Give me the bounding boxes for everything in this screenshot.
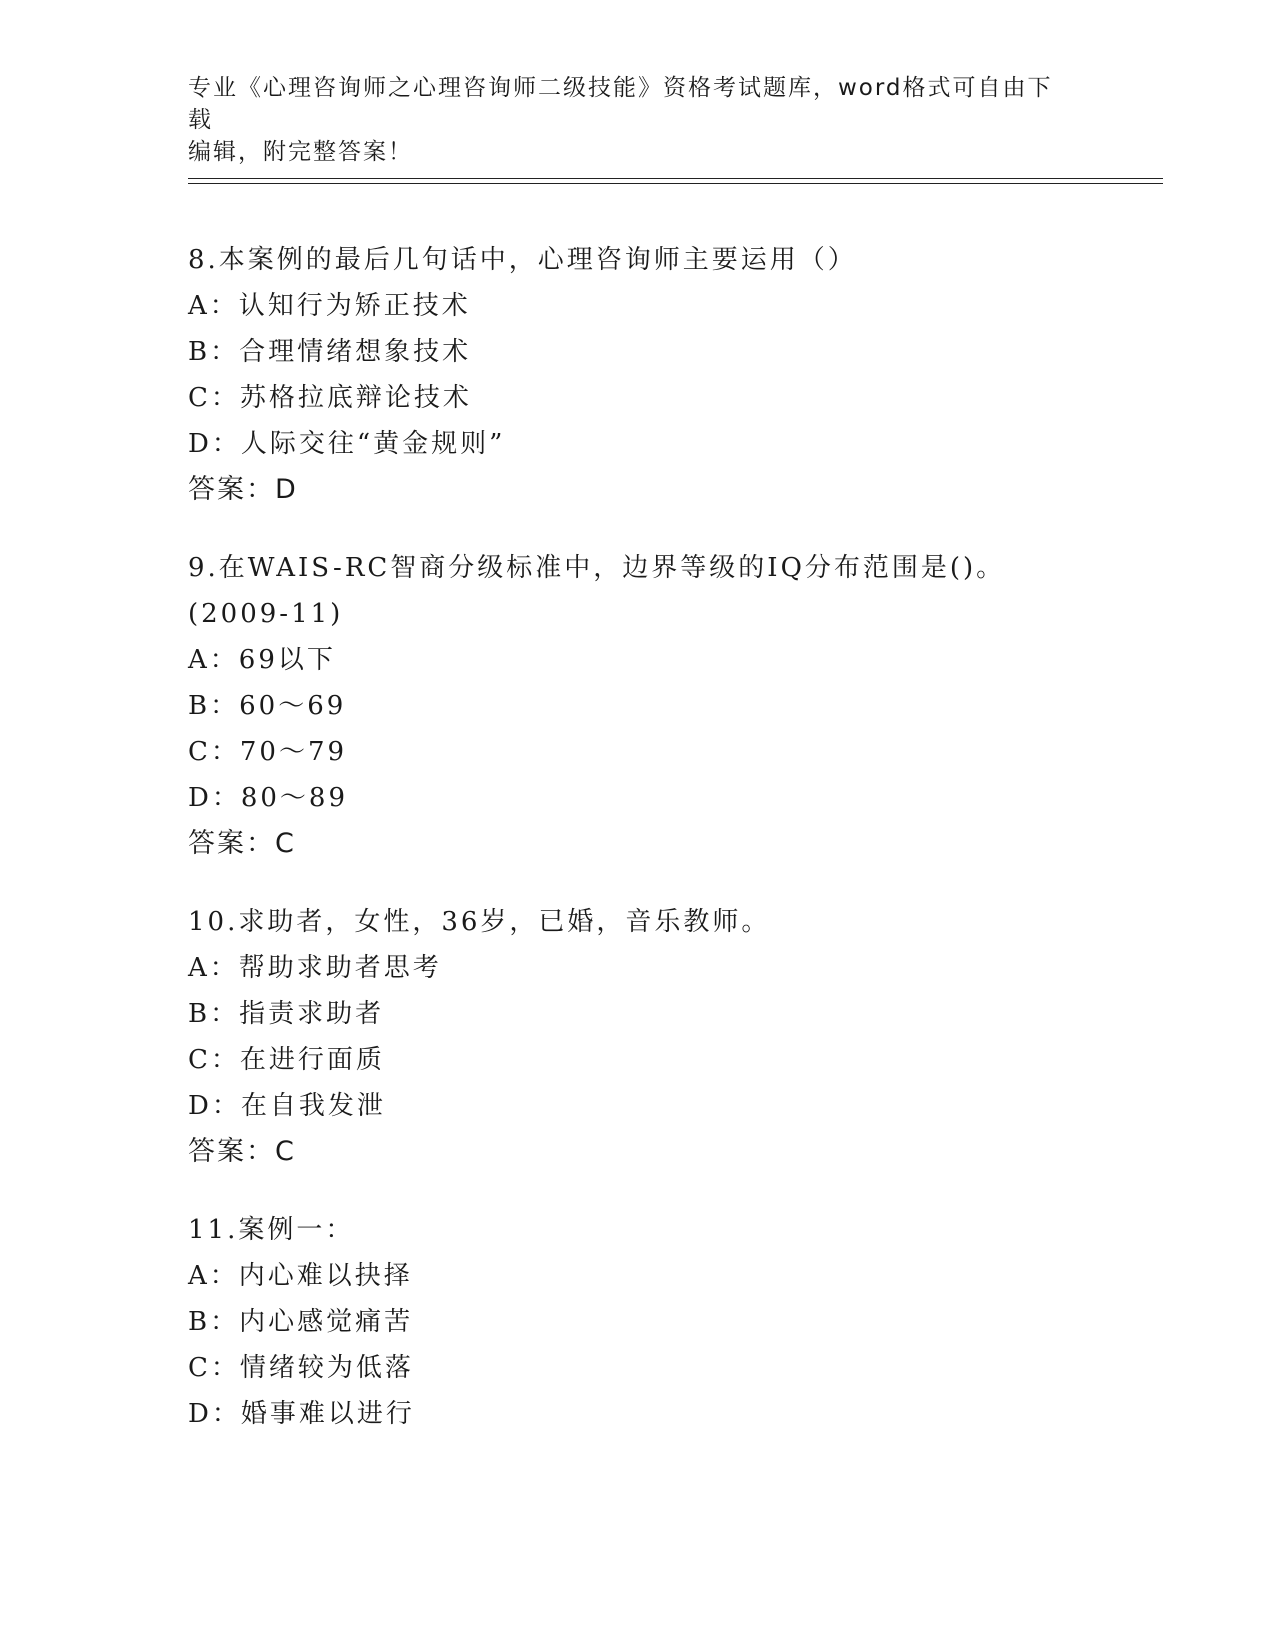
question-9 <box>188 545 1088 867</box>
header-divider-top <box>188 178 1163 179</box>
option-a: A：69以下 <box>188 645 336 675</box>
option-c: C：在进行面质 <box>188 1045 385 1075</box>
option-d: D：80～89 <box>188 783 349 813</box>
question-text: 10.求助者，女性，36岁，已婚，音乐教师。 <box>188 907 771 937</box>
header-line-2: 编辑，附完整答案！ <box>188 139 413 165</box>
question-8 <box>188 237 1088 513</box>
option-b: B：60～69 <box>188 691 347 721</box>
document-header <box>188 72 1068 168</box>
question-10 <box>188 899 1088 1175</box>
answer-label: 答案：C <box>188 828 296 859</box>
answer-label: 答案：D <box>188 474 298 505</box>
option-c: C：情绪较为低落 <box>188 1353 414 1383</box>
option-a: A：内心难以抉择 <box>188 1261 413 1291</box>
question-text: 11.案例一： <box>188 1215 355 1245</box>
option-c: C：苏格拉底辩论技术 <box>188 383 472 413</box>
question-text: 8.本案例的最后几句话中，心理咨询师主要运用（） <box>188 245 857 275</box>
answer-label: 答案：C <box>188 1136 296 1167</box>
option-a: A：认知行为矫正技术 <box>188 291 471 321</box>
option-d: D：在自我发泄 <box>188 1091 386 1121</box>
option-d: D：人际交往“黄金规则” <box>188 429 506 459</box>
option-b: B：合理情绪想象技术 <box>188 337 472 367</box>
header-line-1: 专业《心理咨询师之心理咨询师二级技能》资格考试题库，word格式可自由下载 <box>188 75 1053 133</box>
option-d: D：婚事难以进行 <box>188 1399 415 1429</box>
question-list <box>188 237 1088 1469</box>
option-b: B：指责求助者 <box>188 999 385 1029</box>
option-c: C：70～79 <box>188 737 348 767</box>
option-b: B：内心感觉痛苦 <box>188 1307 414 1337</box>
header-divider-bottom <box>188 183 1163 184</box>
question-text: 9.在WAIS-RC智商分级标准中，边界等级的IQ分布范围是()。(2009-11) <box>188 553 1006 629</box>
option-a: A：帮助求助者思考 <box>188 953 442 983</box>
question-11 <box>188 1207 1088 1437</box>
